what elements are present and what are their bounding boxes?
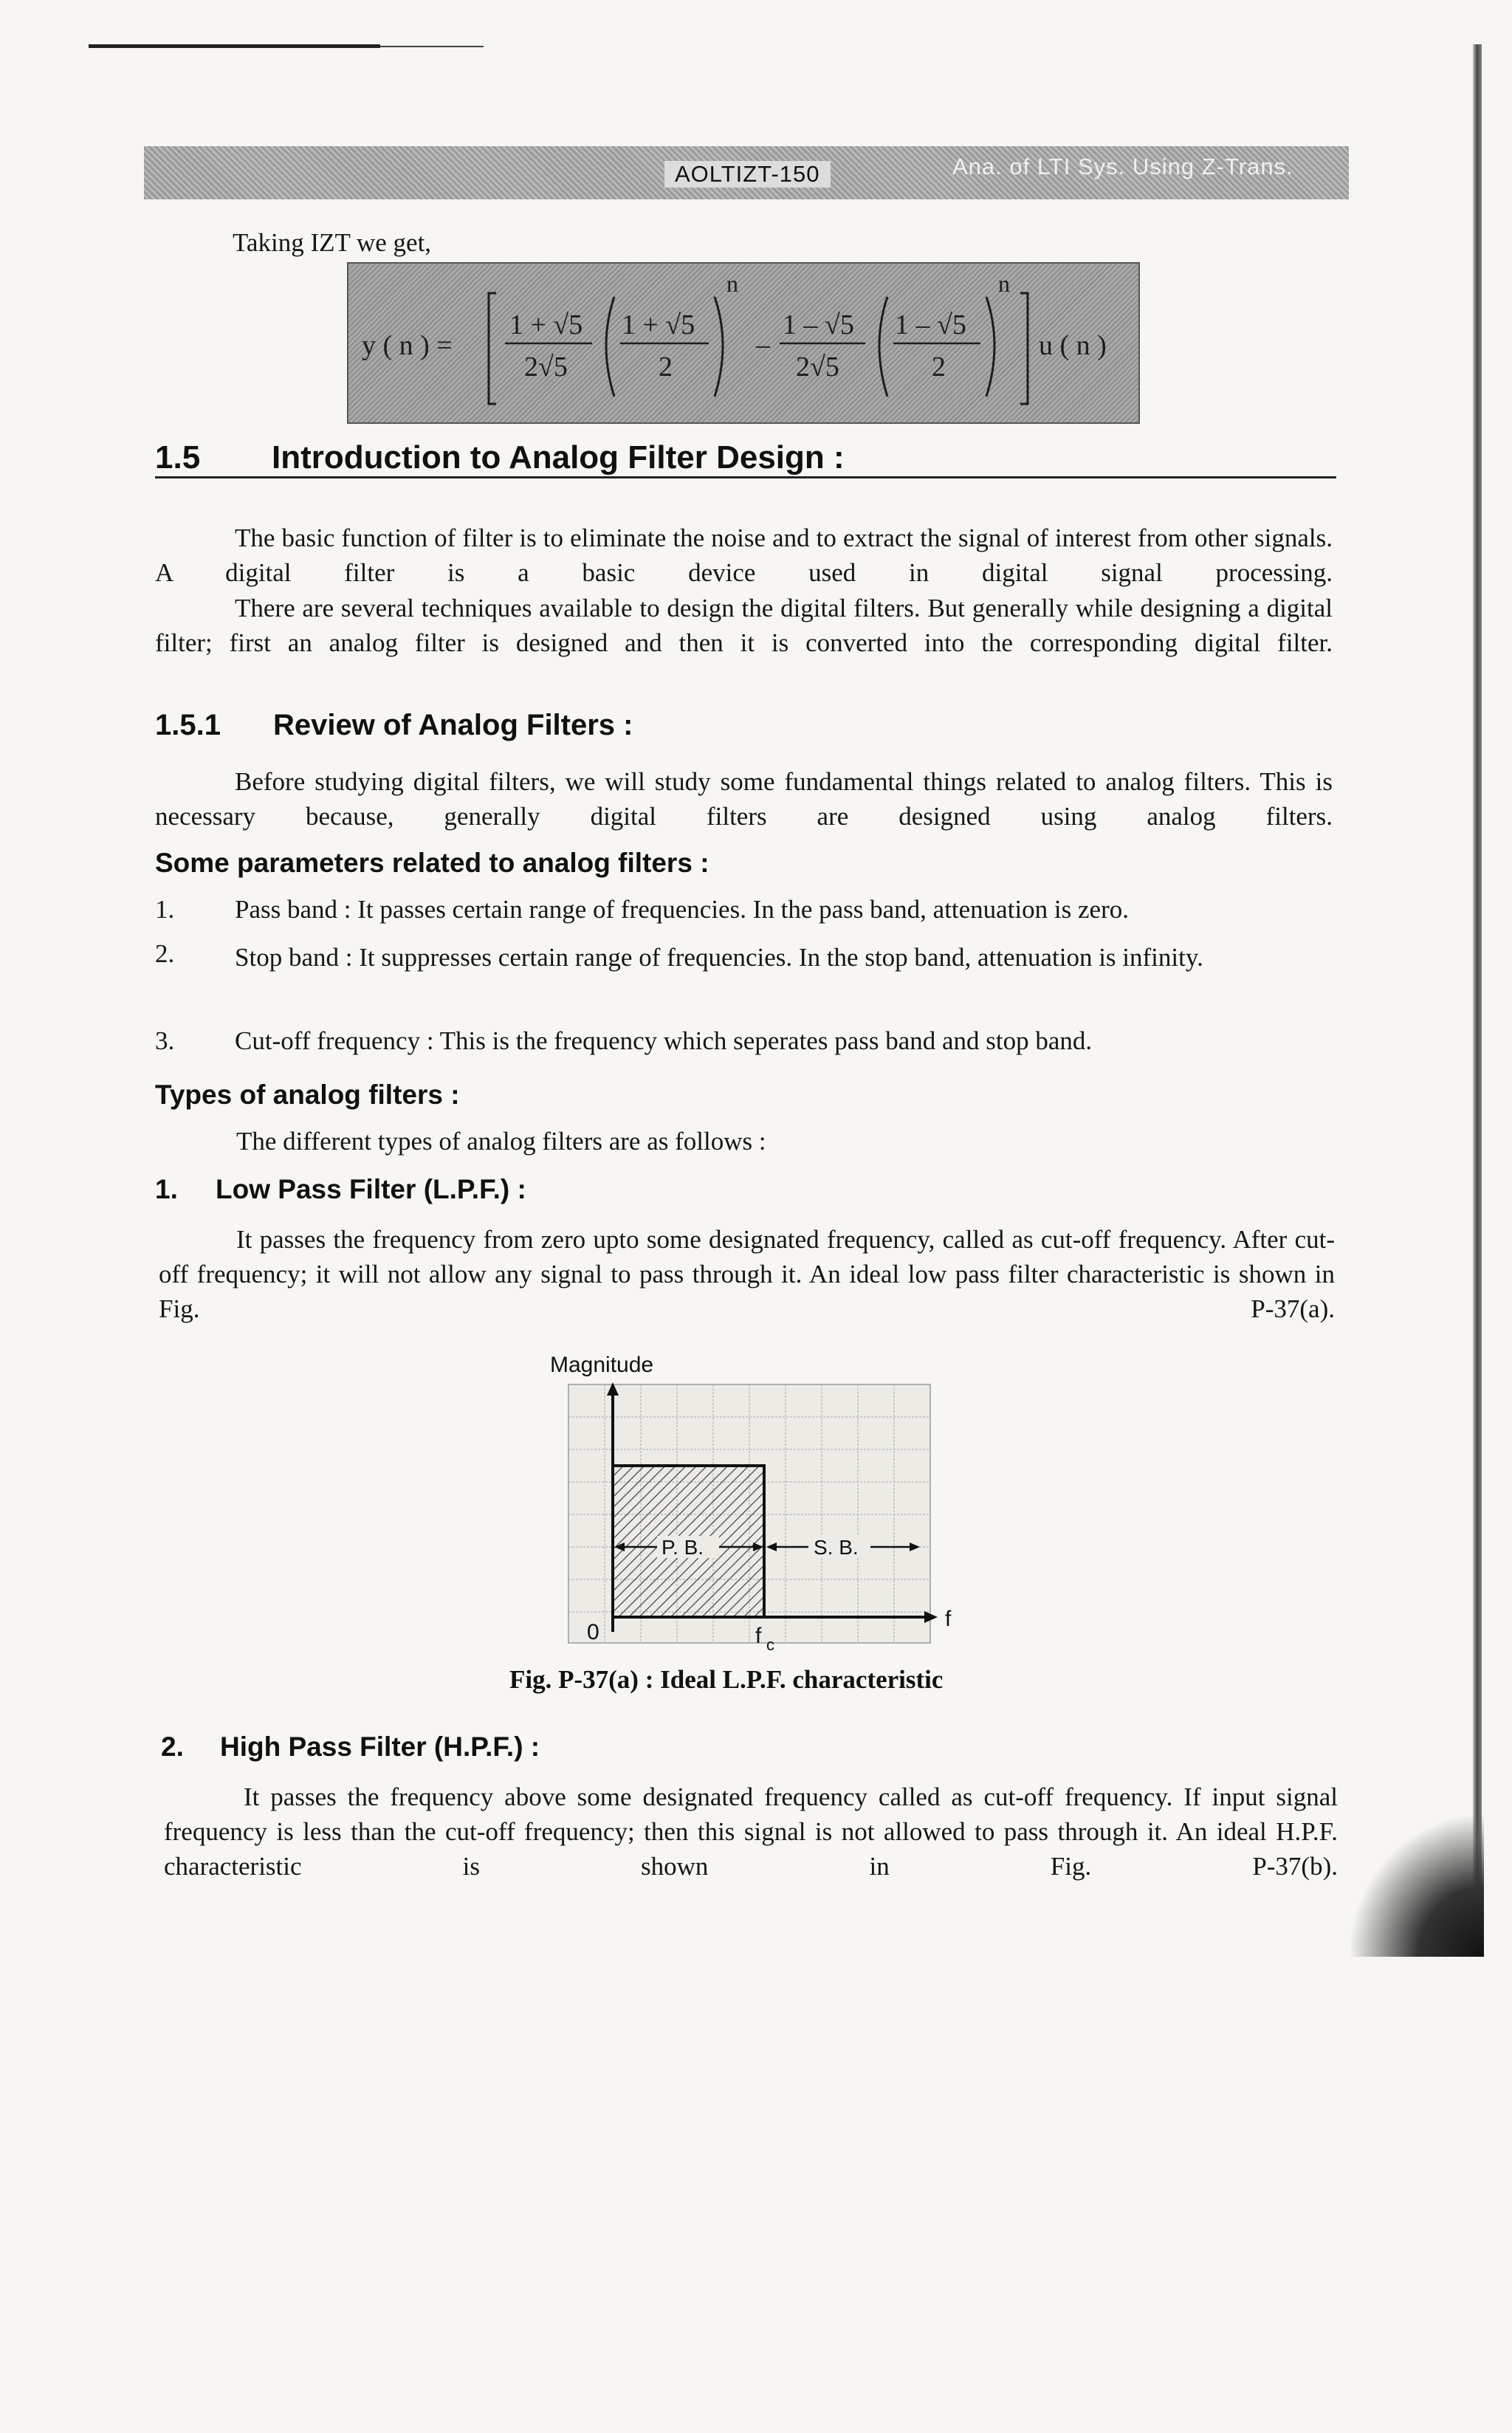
cutoff-label: f xyxy=(755,1624,762,1648)
param-3-number: 3. xyxy=(155,1026,175,1055)
x-axis-arrowhead xyxy=(924,1611,938,1623)
equation xyxy=(348,264,1138,422)
equation-lhs: y ( n ) = xyxy=(362,330,453,361)
types-intro: The different types of analog filters are as follows : xyxy=(236,1127,766,1156)
equation-minus: – xyxy=(756,329,770,360)
hpf-number: 2. xyxy=(161,1732,184,1762)
lpf-paragraph: It passes the frequency from zero upto some designated frequency, called as cut-off frequency. After cut-off frequency; it will not allow any signal to pass through it. An ideal low pass filter characteristic is shown in Fig. P-37(a). xyxy=(159,1225,1335,1323)
hpf-title: High Pass Filter (H.P.F.) : xyxy=(220,1732,540,1762)
base2-denominator: 2 xyxy=(932,351,946,382)
section-number: 1.5 xyxy=(155,439,201,476)
coef1-numerator: 1 + √5 xyxy=(509,309,583,340)
param-1-number: 1. xyxy=(155,895,175,924)
scan-corner-shadow xyxy=(1351,1816,1484,1957)
param-1-text: Pass band : It passes certain range of frequencies. In the pass band, attenuation is zero. xyxy=(235,895,1129,924)
figure-caption: Fig. P-37(a) : Ideal L.P.F. characteristic xyxy=(509,1665,944,1694)
intro-paragraph-2: There are several techniques available to design the digital filters. But generally while designing a digital filter; first an analog filter is designed and then it is converted into the corresponding digital filter. xyxy=(155,594,1333,657)
types-heading: Types of analog filters : xyxy=(155,1080,460,1110)
intro-line: Taking IZT we get, xyxy=(233,228,432,257)
coef1-denominator: 2√5 xyxy=(524,351,568,382)
equation-box xyxy=(347,262,1140,424)
intro-paragraph-1: The basic function of filter is to eliminate the noise and to extract the signal of interest from other signals. A digital filter is a basic device used in digital signal processing. xyxy=(155,524,1333,587)
equation-unit-step: u ( n ) xyxy=(1039,330,1107,361)
subsection-title: Review of Analog Filters : xyxy=(273,709,633,741)
params-heading: Some parameters related to analog filters : xyxy=(155,848,709,878)
y-axis-label: Magnitude xyxy=(550,1353,654,1377)
running-header-title: Ana. of LTI Sys. Using Z-Trans. xyxy=(952,154,1293,179)
lpf-characteristic-plot xyxy=(546,1344,989,1654)
base2-numerator: 1 – √5 xyxy=(895,309,966,340)
origin-label: 0 xyxy=(587,1620,599,1644)
exponent-1: n xyxy=(726,270,738,297)
lpf-title: Low Pass Filter (L.P.F.) : xyxy=(216,1174,526,1204)
base1-denominator: 2 xyxy=(659,351,673,382)
lpf-figure xyxy=(546,1344,989,1654)
base1-numerator: 1 + √5 xyxy=(622,309,695,340)
scan-right-edge xyxy=(1473,44,1482,1942)
coef2-numerator: 1 – √5 xyxy=(783,309,854,340)
scan-mark-top-thin xyxy=(380,46,484,47)
hpf-paragraph: It passes the frequency above some designated frequency called as cut-off frequency. If input signal frequency is less than the cut-off frequency; then this signal is not allowed to pass through it. An ideal H.P.F. characteristic is shown in Fig. P-37(b). xyxy=(164,1782,1338,1881)
exponent-2: n xyxy=(998,270,1010,297)
param-3-text: Cut-off frequency : This is the frequency which seperates pass band and stop band. xyxy=(235,1026,1093,1055)
scan-mark-top xyxy=(89,44,380,48)
section-rule xyxy=(155,476,1336,478)
pass-band-label: P. B. xyxy=(662,1536,704,1559)
stop-band-label: S. B. xyxy=(814,1536,859,1559)
param-2-number: 2. xyxy=(155,939,175,968)
section-title: Introduction to Analog Filter Design : xyxy=(272,439,845,476)
review-paragraph: Before studying digital filters, we will study some fundamental things related to analog filters. This is necessary because, generally digital filters are designed using analog filters. xyxy=(155,767,1333,831)
x-axis-label: f xyxy=(945,1607,952,1631)
coef2-denominator: 2√5 xyxy=(796,351,839,382)
subsection-number: 1.5.1 xyxy=(155,709,221,741)
param-2-text: Stop band : It suppresses certain range of frequencies. In the stop band, attenuation is infinity. xyxy=(235,943,1203,972)
cutoff-subscript: c xyxy=(766,1636,774,1654)
lpf-number: 1. xyxy=(155,1174,178,1204)
running-header-code: AOLTIZT-150 xyxy=(664,161,831,188)
